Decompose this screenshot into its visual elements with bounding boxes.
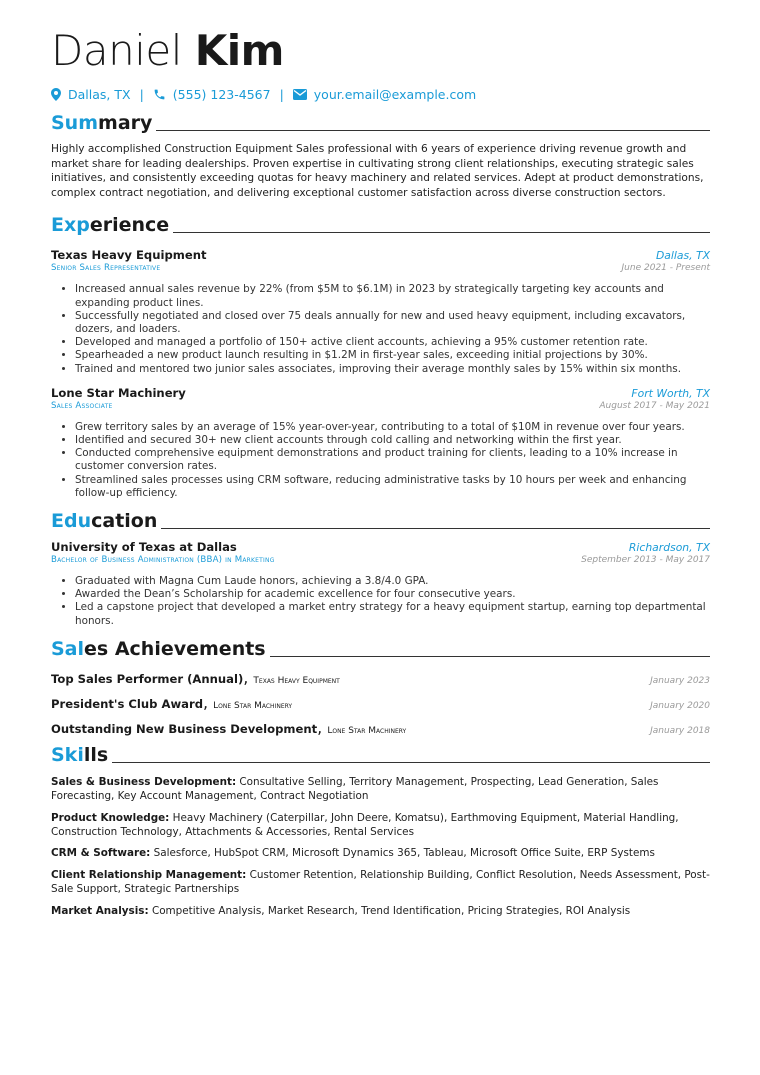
degree: Bachelor of Business Administration (BBA) in Marketing [51,555,275,566]
experience-entry [51,248,710,375]
experience-entry [51,386,710,500]
list-item: • Conducted comprehensive equipment demonstrations and product training for clients, leading to a 10% increase in customer conversion rates. [75,447,710,473]
section-title: Sales Achievements [51,637,266,660]
section-title: Education [51,510,158,533]
skill-line [51,775,710,804]
achievement-row: Top Sales Performer (Annual), Texas Heavy Equipment January 2023 [51,667,710,687]
list-item: • Streamlined sales processes using CRM software, reducing administrative tasks by 10 hours per week and enhancing follow-up efficiency. [75,474,710,500]
list-item: • Identified and secured 30+ new client accounts through cold calling and networking within the first year. [75,434,710,447]
list-item: • Led a capstone project that developed a market entry strategy for a heavy equipment startup, earning top departmental honors. [75,601,710,627]
list-item: • Increased annual sales revenue by 22% (from $5M to $6.1M) in 2023 by strategically targeting key accounts and expanding product lines. [75,283,710,309]
job-dates: June 2021 - Present [621,263,710,274]
section-rule [173,232,710,233]
education-section-heading [51,508,710,532]
first-name: Daniel [51,26,182,75]
last-name: Kim [194,26,284,75]
list-item: • Graduated with Magna Cum Laude honors, achieving a 3.8/4.0 GPA. [75,575,710,588]
skill-values: Salesforce, HubSpot CRM, Microsoft Dynamics 365, Tableau, Microsoft Office Suite, ERP Systems [153,847,655,860]
section-rule [156,130,710,131]
list-item: • Successfully negotiated and closed over 75 deals annually for new and used heavy equipment, including excavators, dozers, and loaders. [75,310,710,336]
list-item: • Developed and managed a portfolio of 150+ active client accounts, achieving a 95% customer retention rate. [75,336,710,349]
education-entry [51,540,710,628]
achievement-date: January 2020 [650,700,710,711]
contact-phone[interactable]: (555) 123-4567 [172,86,271,102]
map-marker-icon [51,88,61,101]
school-location: Richardson, TX [628,541,710,555]
company-name: Texas Heavy Equipment [51,248,207,263]
company-name: Lone Star Machinery [51,385,186,400]
list-item: • Trained and mentored two junior sales associates, improving their average monthly sales by 15% within six months. [75,363,710,376]
list-item: • Spearheaded a new product launch resulting in $1.2M in first-year sales, exceeding initial projections by 30%. [75,349,710,362]
job-location: Dallas, TX [655,249,710,263]
achievement-title: Outstanding New Business Development [51,721,318,736]
contact-separator: | [279,86,284,102]
achievement-date: January 2023 [650,675,710,686]
education-bullets [51,575,710,628]
list-item: • Grew territory sales by an average of 15% year-over-year, contributing to a total of $10M in revenue over four years. [75,421,710,434]
job-location: Fort Worth, TX [631,386,710,400]
contact-location: Dallas, TX [68,86,131,102]
section-title: Skills [51,743,109,766]
candidate-name [51,28,710,74]
skill-line [51,868,710,897]
summary-section-heading [51,110,710,134]
contact-email[interactable]: your.email@example.com [313,86,477,102]
envelope-icon [293,89,307,100]
skill-values: Competitive Analysis, Market Research, Trend Identification, Pricing Strategies, ROI Analysis [151,904,631,917]
skills-section-heading [51,742,710,766]
job-dates: August 2017 - May 2021 [599,400,710,411]
skill-values: Customer Retention, Relationship Building, Conflict Resolution, Needs Assessment, Post-Sale Support, Strategic Partnerships [51,868,710,896]
job-bullets [51,421,710,500]
job-title: Senior Sales Representative [51,263,161,274]
skill-line [51,846,710,860]
section-rule [112,762,710,763]
skill-line [51,904,710,918]
job-title: Sales Associate [51,400,113,411]
achievement-org: Lone Star Machinery [213,700,293,711]
achievement-org: Texas Heavy Equipment [253,675,340,686]
section-rule [270,656,710,657]
skill-line [51,811,710,840]
skill-values: Consultative Selling, Territory Management, Prospecting, Lead Generation, Sales Forecasting, Key Account Management, Contract Negotiation [51,775,659,803]
contact-line [51,86,710,102]
skill-category: Client Relationship Management: [51,868,247,881]
section-rule [161,528,710,529]
skill-values: Heavy Machinery (Caterpillar, John Deere, Komatsu), Earthmoving Equipment, Material Handling, Construction Technology, Attachments & Accessories, Rental Services [51,811,679,839]
job-bullets [51,283,710,375]
summary-text: Highly accomplished Construction Equipment Sales professional with 6 years of experience driving revenue growth and market share for leading dealerships. Proven expertise in cultivating strong client relationships, executing strategic sales initiatives, and consistently exceeding quotas for heavy machinery and related services. Adept at product demonstrations, complex contract negotiation, and delivering exceptional customer satisfaction across diverse construction sectors. [51,143,704,199]
achievement-title: Top Sales Performer (Annual) [51,671,244,686]
skill-category: Sales & Business Development: [51,775,237,788]
achievement-row: President's Club Award, Lone Star Machinery January 2020 [51,692,710,712]
education-dates: September 2013 - May 2017 [581,555,710,566]
achievement-row: Outstanding New Business Development, Lone Star Machinery January 2018 [51,717,710,737]
school-name: University of Texas at Dallas [51,540,237,555]
skill-category: CRM & Software: [51,847,151,860]
section-title: Summary [51,112,153,134]
skill-category: Market Analysis: [51,904,149,917]
achievement-org: Lone Star Machinery [327,725,407,736]
achievement-title: President's Club Award [51,696,203,711]
contact-separator: | [139,86,144,102]
section-title: Experience [51,214,170,237]
achievement-date: January 2018 [650,725,710,736]
list-item: • Awarded the Dean’s Scholarship for academic excellence for four consecutive years. [75,588,710,601]
skill-category: Product Knowledge: [51,811,170,824]
phone-icon [153,88,166,101]
experience-section-heading [51,212,710,236]
achievements-section-heading [51,636,710,660]
